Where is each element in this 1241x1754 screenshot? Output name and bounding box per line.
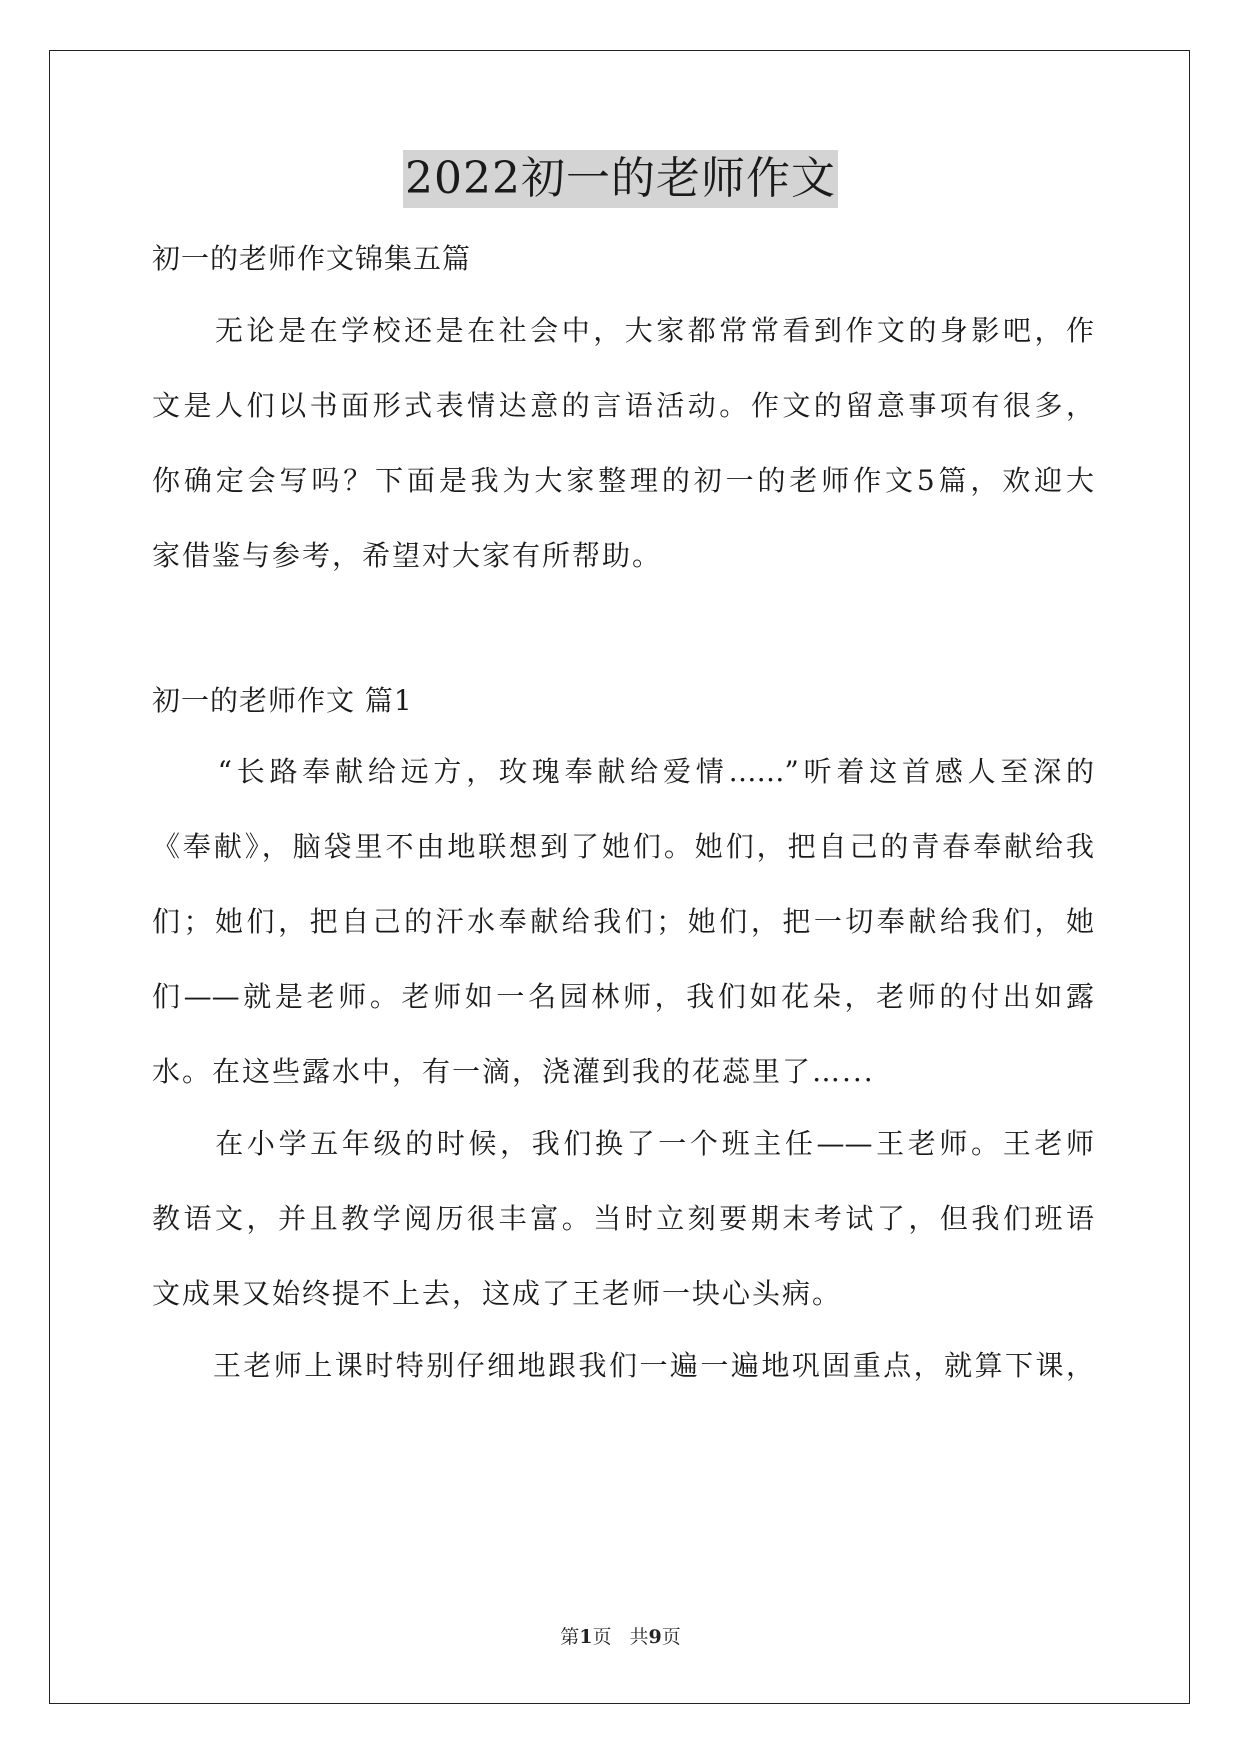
page-mid: 页 <box>592 1626 612 1648</box>
paragraph-line: 在小学五年级的时候，我们换了一个班主任——王老师。王老师 <box>152 1127 1094 1160</box>
page-prefix: 第 <box>560 1626 580 1648</box>
page-footer <box>0 1624 1241 1650</box>
page-border <box>49 50 1190 1704</box>
section-heading: 初一的老师作文 篇1 <box>152 684 413 717</box>
title-wrap <box>0 150 1241 208</box>
total-prefix: 共 <box>629 1626 649 1648</box>
total-suffix: 页 <box>661 1626 681 1648</box>
paragraph-line: 文成果又始终提不上去，这成了王老师一块心头病。 <box>152 1277 843 1310</box>
intro-line: 你确定会写吗？下面是我为大家整理的初一的老师作文5篇，欢迎大 <box>152 464 1094 497</box>
document-subtitle: 初一的老师作文锦集五篇 <box>152 242 472 275</box>
paragraph-line: 水。在这些露水中，有一滴，浇灌到我的花蕊里了…... <box>152 1055 875 1088</box>
intro-line: 文是人们以书面形式表情达意的言语活动。作文的留意事项有很多， <box>152 389 1094 422</box>
paragraph-line: 们——就是老师。老师如一名园林师，我们如花朵，老师的付出如露 <box>152 980 1094 1013</box>
intro-line: 家借鉴与参考，希望对大家有所帮助。 <box>152 539 663 572</box>
document-title: 2022初一的老师作文 <box>403 150 838 208</box>
paragraph-line: 教语文，并且教学阅历很丰富。当时立刻要期末考试了，但我们班语 <box>152 1202 1094 1235</box>
paragraph-line: 王老师上课时特别仔细地跟我们一遍一遍地巩固重点，就算下课， <box>152 1349 1094 1382</box>
page-total: 9 <box>648 1626 662 1648</box>
page-current: 1 <box>579 1626 593 1648</box>
paragraph-line: 们；她们，把自己的汗水奉献给我们；她们，把一切奉献给我们，她 <box>152 905 1094 938</box>
paragraph-line: 《奉献》，脑袋里不由地联想到了她们。她们，把自己的青春奉献给我 <box>152 830 1094 863</box>
paragraph-line: “长路奉献给远方，玫瑰奉献给爱情……”听着这首感人至深的 <box>152 755 1094 788</box>
intro-line: 无论是在学校还是在社会中，大家都常常看到作文的身影吧，作 <box>152 314 1094 347</box>
